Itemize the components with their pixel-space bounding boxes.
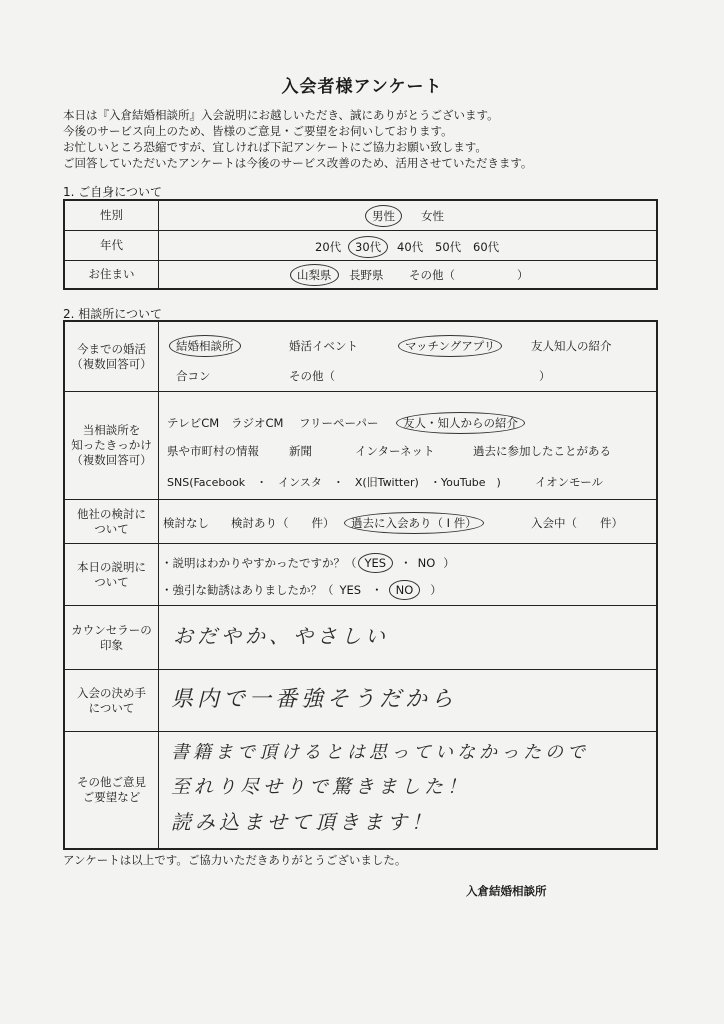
trigger-label: 当相談所を 知ったきっかけ （複数回答可） — [65, 392, 159, 499]
trigger-option-freepaper[interactable]: フリーペーパー — [299, 416, 379, 430]
history-option-other[interactable]: その他（ — [289, 369, 335, 383]
residence-option-other-close: ） — [517, 268, 529, 282]
section2-title: 2. 相談所について — [63, 307, 163, 321]
other-agencies-option-considering[interactable]: 検討あり（ 件） — [231, 516, 335, 530]
explanation-q2 — [161, 582, 442, 598]
history-option-friend[interactable]: 友人知人の紹介 — [531, 339, 612, 353]
counselor-answer: おだやか、やさしい — [173, 624, 389, 648]
other-agencies-label: 他社の検討に ついて — [65, 500, 159, 543]
age-row — [65, 231, 656, 261]
history-row — [65, 322, 656, 392]
trigger-option-newspaper[interactable]: 新聞 — [289, 444, 312, 458]
history-option-event[interactable]: 婚活イベント — [289, 339, 358, 353]
gender-row — [65, 201, 656, 231]
age-option-40s[interactable]: 40代 — [397, 240, 424, 254]
trigger-option-sns[interactable]: SNS(Facebook ・ インスタ ・ X(旧Twitter) ・YouTube ) — [167, 476, 501, 489]
age-option-30s[interactable]: 30代 — [348, 236, 388, 258]
decision-row — [65, 670, 656, 732]
history-label: 今までの婚活 （複数回答可） — [65, 322, 159, 391]
section1-table — [63, 199, 658, 290]
explanation-q2-text: ・強引な勧誘はありましたか？（ — [161, 583, 334, 597]
explanation-row — [65, 544, 656, 606]
age-option-50s[interactable]: 50代 — [435, 240, 462, 254]
intro-text — [63, 107, 683, 171]
explanation-q2-close: ） — [430, 583, 442, 597]
gender-option-male[interactable]: 男性 — [365, 205, 402, 227]
decision-answer: 県内で一番強そうだから — [171, 687, 458, 712]
explanation-q1-sep: ・ — [400, 556, 412, 570]
comments-answer-line: 至れり尽せりで驚きました！ — [171, 776, 471, 798]
comments-answer-line: 書籍まで頂けるとは思っていなかったので — [171, 742, 589, 763]
footer-text: アンケートは以上です。ご協力いただきありがとうございました。 — [63, 853, 407, 867]
residence-row — [65, 261, 656, 288]
explanation-label: 本日の説明に ついて — [65, 544, 159, 605]
residence-option-yamanashi[interactable]: 山梨県 — [290, 264, 339, 286]
explanation-q2-sep: ・ — [371, 583, 383, 597]
residence-option-nagano[interactable]: 長野県 — [349, 268, 384, 282]
gender-label: 性別 — [65, 201, 159, 230]
intro-line: お忙しいところ恐縮ですが、宜しければ下記アンケートにご協力お願い致します。 — [63, 140, 487, 154]
section2-table — [63, 320, 658, 850]
history-option-app[interactable]: マッチングアプリ — [398, 335, 502, 357]
other-agencies-option-current[interactable]: 入会中（ 件） — [531, 516, 623, 530]
intro-line: 本日は『入倉結婚相談所』入会説明にお越しいただき、誠にありがとうございます。 — [63, 108, 499, 122]
organization-name: 入倉結婚相談所 — [466, 884, 547, 898]
trigger-option-internet[interactable]: インターネット — [355, 444, 435, 458]
counselor-label: カウンセラーの 印象 — [65, 606, 159, 669]
explanation-q1-close: ） — [443, 556, 455, 570]
comments-answer-line: 読み込ませて頂きます！ — [171, 810, 435, 834]
explanation-q2-no[interactable]: NO — [389, 580, 421, 600]
trigger-row — [65, 392, 656, 500]
history-option-other-close: ） — [539, 369, 551, 383]
trigger-option-municipal[interactable]: 県や市町村の情報 — [167, 444, 259, 458]
comments-label: その他ご意見 ご要望など — [65, 732, 159, 848]
age-option-20s[interactable]: 20代 — [315, 240, 342, 254]
counselor-row — [65, 606, 656, 670]
intro-line: ご回答していただいたアンケートは今後のサービス改善のため、活用させていただきます。 — [63, 156, 533, 170]
residence-label: お住まい — [65, 261, 159, 288]
age-option-60s[interactable]: 60代 — [473, 240, 500, 254]
explanation-q2-yes[interactable]: YES — [339, 583, 362, 597]
trigger-option-friend-referral[interactable]: 友人・知人からの紹介 — [396, 412, 525, 434]
trigger-option-tvcm[interactable]: テレビCM — [167, 416, 220, 430]
intro-line: 今後のサービス向上のため、皆様のご意見・ご要望をお伺いしております。 — [63, 124, 453, 138]
history-option-gokon[interactable]: 合コン — [176, 369, 211, 383]
explanation-q1-text: ・説明はわかりやすかったですか？（ — [161, 556, 357, 570]
trigger-option-aeonmall[interactable]: イオンモール — [535, 475, 603, 489]
explanation-q1-yes[interactable]: YES — [358, 553, 394, 573]
explanation-q1-no[interactable]: NO — [417, 556, 436, 570]
gender-option-female[interactable]: 女性 — [421, 209, 444, 223]
page-title: 入会者様アンケート — [281, 77, 443, 97]
age-label: 年代 — [65, 231, 159, 260]
section1-title: 1. ご自身について — [63, 185, 163, 199]
other-agencies-option-past-member[interactable]: 過去に入会あり（ I 件） — [344, 512, 484, 534]
comments-row — [65, 732, 656, 848]
trigger-option-past-participation[interactable]: 過去に参加したことがある — [473, 444, 611, 458]
other-agencies-option-none[interactable]: 検討なし — [163, 516, 209, 530]
explanation-q1 — [161, 555, 455, 571]
history-option-agency[interactable]: 結婚相談所 — [169, 335, 241, 357]
trigger-option-radiocm[interactable]: ラジオCM — [231, 416, 284, 430]
residence-option-other[interactable]: その他（ — [409, 268, 455, 282]
other-agencies-row — [65, 500, 656, 544]
decision-label: 入会の決め手 について — [65, 670, 159, 731]
